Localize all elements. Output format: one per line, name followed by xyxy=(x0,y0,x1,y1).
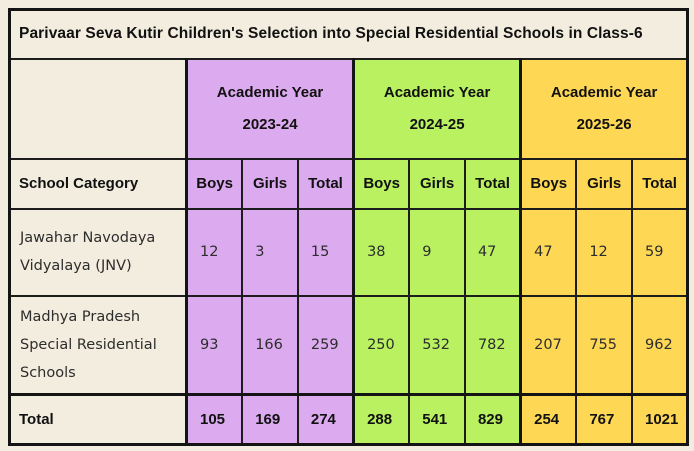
cell-value: 93 xyxy=(187,296,243,395)
cell-value: 12 xyxy=(576,209,632,296)
col-header-boys: Boys xyxy=(521,159,577,209)
total-value: 829 xyxy=(465,395,521,445)
col-header-total: Total xyxy=(298,159,354,209)
total-value: 541 xyxy=(409,395,465,445)
col-header-total: Total xyxy=(632,159,688,209)
cell-value: 15 xyxy=(298,209,354,296)
cell-value: 755 xyxy=(576,296,632,395)
cell-value: 250 xyxy=(354,296,410,395)
total-value: 274 xyxy=(298,395,354,445)
col-header-girls: Girls xyxy=(576,159,632,209)
year-header-2023-24 xyxy=(187,59,354,159)
total-value: 169 xyxy=(242,395,298,445)
cell-value: 59 xyxy=(632,209,688,296)
total-value: 254 xyxy=(521,395,577,445)
cell-value: 532 xyxy=(409,296,465,395)
col-header-girls: Girls xyxy=(242,159,298,209)
cell-value: 9 xyxy=(409,209,465,296)
year-header-2024-25 xyxy=(354,59,521,159)
selection-table xyxy=(8,8,689,446)
year-header-2025-26 xyxy=(521,59,688,159)
row-category-label: Jawahar Navodaya Vidyalaya (JNV) xyxy=(10,209,187,296)
col-header-girls: Girls xyxy=(409,159,465,209)
total-value: 1021 xyxy=(632,395,688,445)
cell-value: 38 xyxy=(354,209,410,296)
year-header-row xyxy=(10,59,688,159)
row-category-label: Madhya Pradesh Special Residential Schools xyxy=(10,296,187,395)
col-header-boys: Boys xyxy=(187,159,243,209)
title-row xyxy=(10,10,688,59)
year-header-label: Academic Year xyxy=(550,83,658,101)
total-value: 767 xyxy=(576,395,632,445)
cell-value: 12 xyxy=(187,209,243,296)
year-header-label: Academic Year xyxy=(216,83,324,101)
cell-value: 166 xyxy=(242,296,298,395)
cell-value: 962 xyxy=(632,296,688,395)
cell-value: 3 xyxy=(242,209,298,296)
col-header-total: Total xyxy=(465,159,521,209)
corner-blank-cell xyxy=(10,59,187,159)
table-title: Parivaar Seva Kutir Children's Selection into Special Residential Schools in Class-6 xyxy=(10,10,688,59)
total-row xyxy=(10,395,688,445)
table-row-jnv xyxy=(10,209,688,296)
school-category-header: School Category xyxy=(10,159,187,209)
year-header-label: Academic Year xyxy=(383,83,491,101)
col-header-boys: Boys xyxy=(354,159,410,209)
cell-value: 47 xyxy=(521,209,577,296)
table-row-mp-special xyxy=(10,296,688,395)
cell-value: 207 xyxy=(521,296,577,395)
total-row-label: Total xyxy=(10,395,187,445)
cell-value: 47 xyxy=(465,209,521,296)
total-value: 105 xyxy=(187,395,243,445)
total-value: 288 xyxy=(354,395,410,445)
cell-value: 259 xyxy=(298,296,354,395)
year-header-value: 2024-25 xyxy=(409,115,465,133)
year-header-value: 2025-26 xyxy=(576,115,632,133)
cell-value: 782 xyxy=(465,296,521,395)
sub-header-row xyxy=(10,159,688,209)
year-header-value: 2023-24 xyxy=(242,115,298,133)
